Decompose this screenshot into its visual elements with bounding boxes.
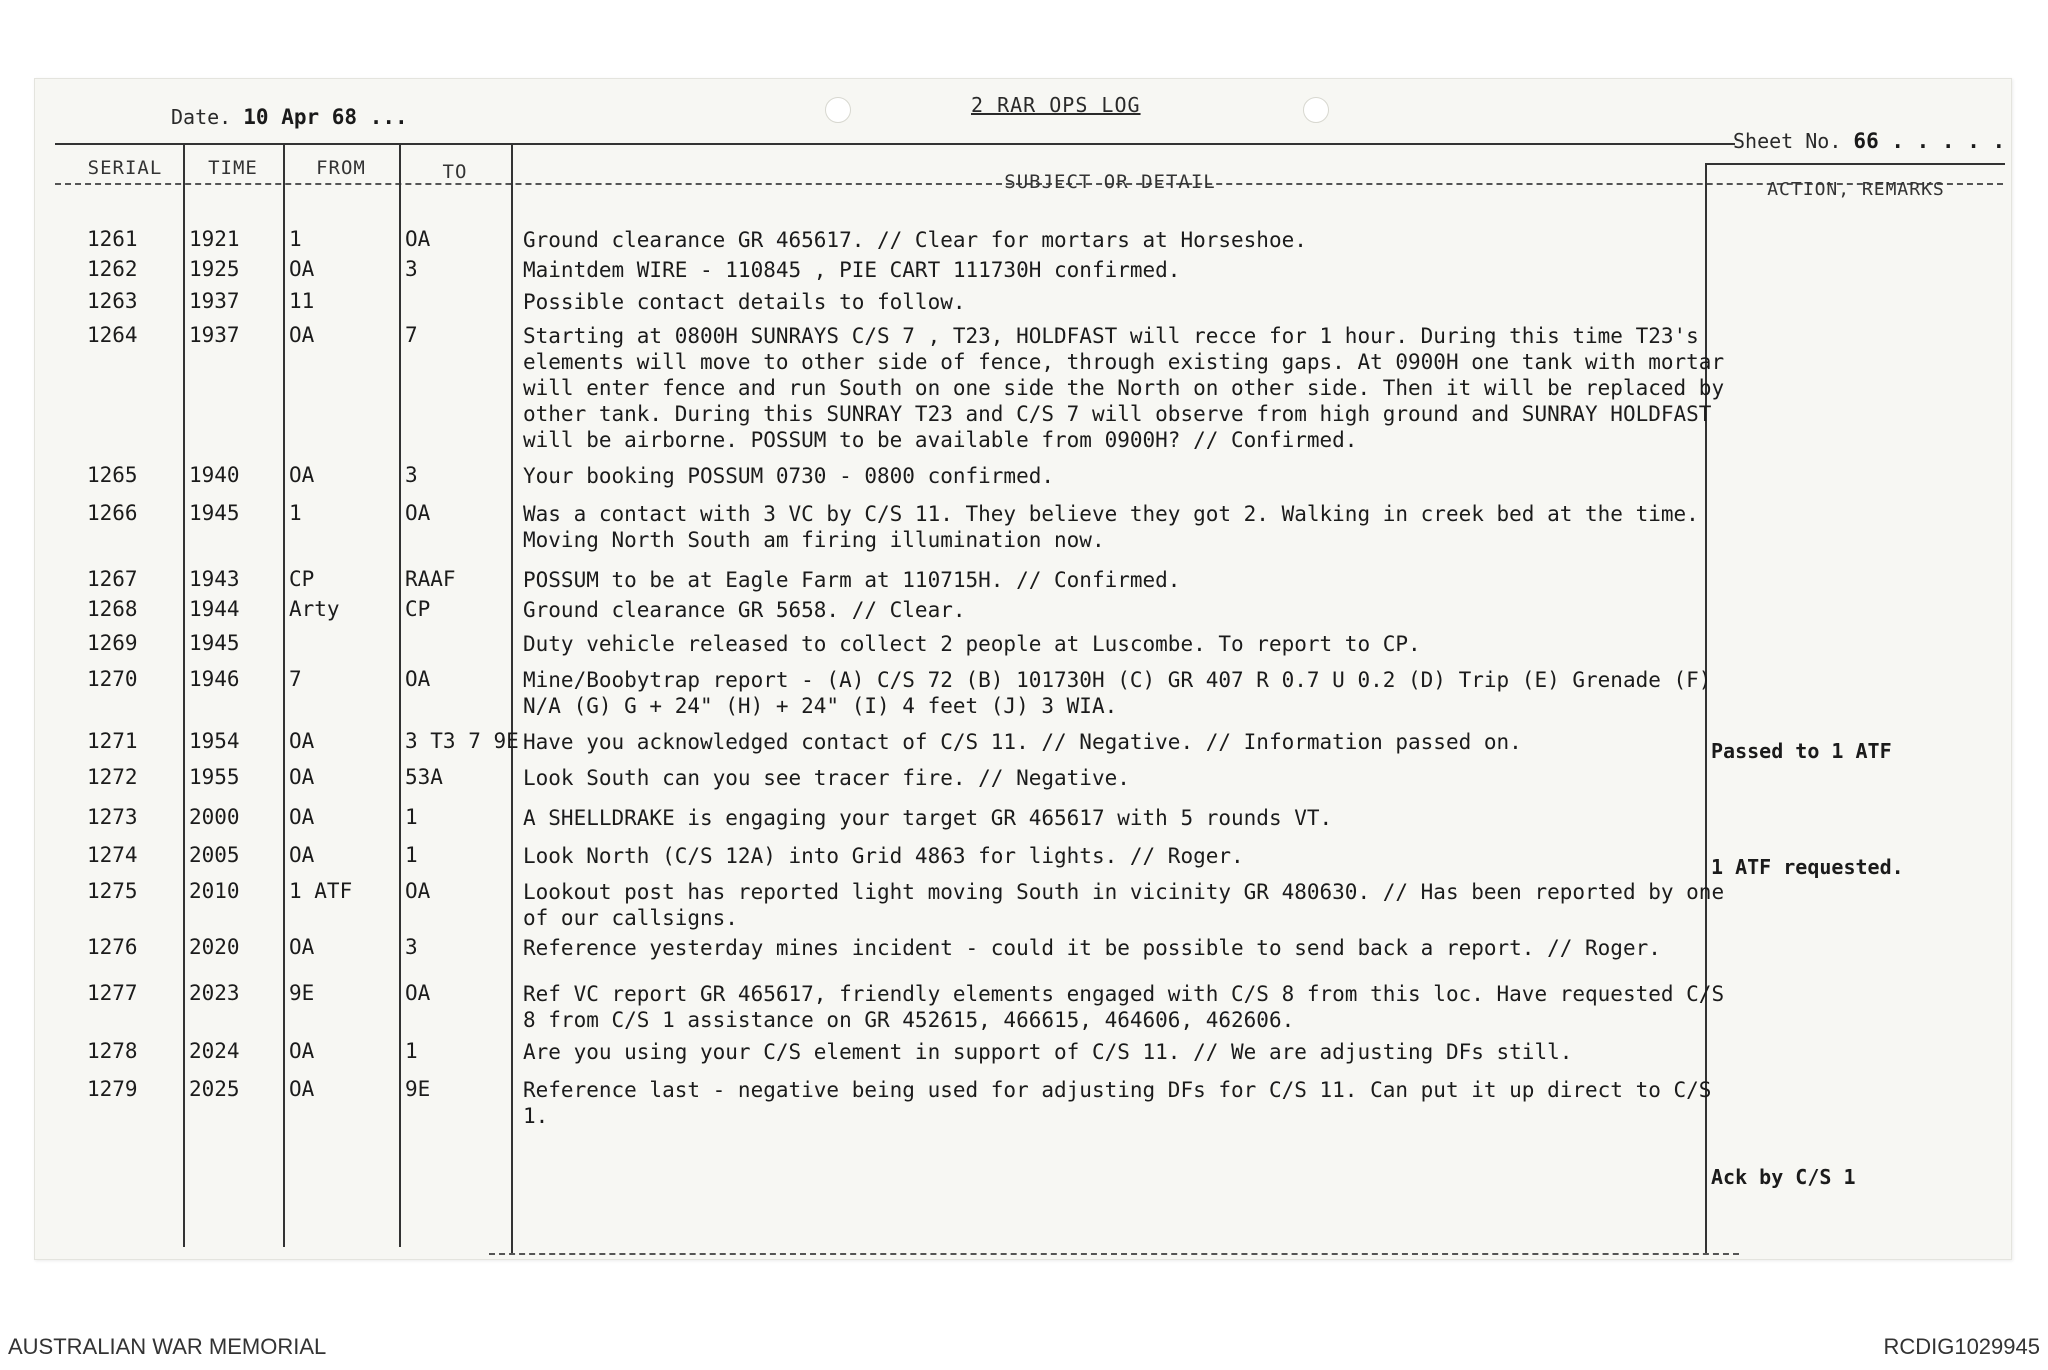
time-cell: 1940 (189, 463, 240, 487)
from-cell: CP (289, 567, 315, 591)
serial-cell: 1261 (87, 227, 138, 251)
column-header-time: TIME (208, 157, 258, 179)
serial-cell: 1263 (87, 289, 138, 313)
date-line (171, 105, 408, 129)
sheet-number-line (1733, 129, 2005, 153)
from-cell: 1 (289, 227, 302, 251)
serial-cell: 1277 (87, 981, 138, 1005)
serial-cell: 1267 (87, 567, 138, 591)
from-cell: OA (289, 765, 315, 789)
to-cell: OA (405, 227, 431, 251)
remark-ack-by-cs1: Ack by C/S 1 (1711, 1165, 1856, 1189)
table-bottom-rule (489, 1253, 1739, 1255)
detail-cell: Possible contact details to follow. (523, 290, 966, 314)
to-cell: 3 (405, 463, 418, 487)
serial-cell: 1275 (87, 879, 138, 903)
from-cell: 7 (289, 667, 302, 691)
time-cell: 2024 (189, 1039, 240, 1063)
from-cell: 1 ATF (289, 879, 353, 903)
from-cell: Arty (289, 597, 340, 621)
serial-cell: 1271 (87, 729, 138, 753)
serial-cell: 1266 (87, 501, 138, 525)
column-header-from: FROM (316, 157, 366, 179)
column-header-remarks: ACTION, REMARKS (1767, 179, 1945, 200)
time-cell: 1937 (189, 289, 240, 313)
to-cell: 3 T3 7 9E (405, 729, 519, 753)
header-rule-top (55, 143, 1735, 145)
detail-cell: Ref VC report GR 465617, friendly elements engaged with C/S 8 from this loc. Have requested C/S 8 from C/S 1 assistance on GR 452615, 466615, 464606, 462606. (523, 982, 1725, 1032)
to-cell: RAAF (405, 567, 456, 591)
time-cell: 2000 (189, 805, 240, 829)
detail-cell: Look North (C/S 12A) into Grid 4863 for lights. // Roger. (523, 844, 1244, 868)
date-value: 10 Apr 68 ... (243, 105, 408, 129)
from-cell: OA (289, 1077, 315, 1101)
detail-cell: Reference yesterday mines incident - could it be possible to send back a report. // Roger. (523, 936, 1661, 960)
remark-1atf-requested: 1 ATF requested. (1711, 855, 1904, 879)
serial-cell: 1273 (87, 805, 138, 829)
log-sheet (34, 78, 2012, 1260)
column-divider-3 (399, 143, 401, 1247)
from-cell: OA (289, 257, 315, 281)
detail-cell: Reference last - negative being used for adjusting DFs for C/S 11. Can put it up direct to C/S 1. (523, 1078, 1712, 1128)
detail-cell: Was a contact with 3 VC by C/S 11. They believe they got 2. Walking in creek bed at the time. Moving North South am firing illumination now. (523, 502, 1699, 552)
time-cell: 2025 (189, 1077, 240, 1101)
detail-cell: Your booking POSSUM 0730 - 0800 confirmed. (523, 464, 1055, 488)
to-cell: OA (405, 879, 431, 903)
detail-cell: Mine/Boobytrap report - (A) C/S 72 (B) 101730H (C) GR 407 R 0.7 U 0.2 (D) Trip (E) Grenade (F) N/A (G) G + 24" (H) + 24" (I) 4 feet (J) 3 WIA. (523, 668, 1712, 718)
to-cell: 53A (405, 765, 443, 789)
detail-cell: Are you using your C/S element in support of C/S 11. // We are adjusting DFs still. (523, 1040, 1573, 1064)
serial-cell: 1270 (87, 667, 138, 691)
sheet-label: Sheet No. (1733, 129, 1842, 153)
detail-cell: Have you acknowledged contact of C/S 11. // Negative. // Information passed on. (523, 730, 1522, 754)
from-cell: OA (289, 805, 315, 829)
to-cell: OA (405, 981, 431, 1005)
serial-cell: 1264 (87, 323, 138, 347)
time-cell: 2010 (189, 879, 240, 903)
from-cell: OA (289, 935, 315, 959)
from-cell: OA (289, 729, 315, 753)
to-cell: OA (405, 667, 431, 691)
time-cell: 1944 (189, 597, 240, 621)
serial-cell: 1262 (87, 257, 138, 281)
serial-cell: 1276 (87, 935, 138, 959)
to-cell: 3 (405, 257, 418, 281)
to-cell: 1 (405, 805, 418, 829)
detail-cell: Look South can you see tracer fire. // Negative. (523, 766, 1130, 790)
column-header-to: TO (442, 161, 468, 183)
time-cell: 1945 (189, 631, 240, 655)
to-cell: 9E (405, 1077, 431, 1101)
to-cell: 1 (405, 1039, 418, 1063)
serial-cell: 1268 (87, 597, 138, 621)
serial-cell: 1269 (87, 631, 138, 655)
column-header-serial: SERIAL (87, 157, 163, 179)
time-cell: 1946 (189, 667, 240, 691)
from-cell: OA (289, 843, 315, 867)
from-cell: OA (289, 463, 315, 487)
sheet-value: 66 . . . . . (1853, 129, 2006, 153)
detail-cell: A SHELLDRAKE is engaging your target GR 465617 with 5 rounds VT. (523, 806, 1333, 830)
detail-cell: Lookout post has reported light moving South in vicinity GR 480630. // Has been reported by one of our callsigns. (523, 880, 1725, 930)
time-cell: 2005 (189, 843, 240, 867)
column-header-detail: SUBJECT OR DETAIL (1004, 171, 1216, 193)
column-divider-4 (511, 143, 513, 1253)
punch-hole-left (825, 97, 851, 123)
time-cell: 1945 (189, 501, 240, 525)
serial-cell: 1279 (87, 1077, 138, 1101)
punch-hole-right (1303, 97, 1329, 123)
from-cell: 11 (289, 289, 315, 313)
footer-reference: RCDIG1029945 (1883, 1334, 2040, 1359)
to-cell: CP (405, 597, 431, 621)
time-cell: 1925 (189, 257, 240, 281)
detail-cell: Ground clearance GR 5658. // Clear. (523, 598, 966, 622)
remark-passed-to-1atf: Passed to 1 ATF (1711, 739, 1892, 763)
to-cell: 1 (405, 843, 418, 867)
header-rule-top-remarks (1705, 163, 2005, 165)
time-cell: 1943 (189, 567, 240, 591)
time-cell: 2023 (189, 981, 240, 1005)
serial-cell: 1274 (87, 843, 138, 867)
from-cell: OA (289, 323, 315, 347)
detail-cell: Starting at 0800H SUNRAYS C/S 7 , T23, HOLDFAST will recce for 1 hour. During this time T23's elements will move to other side of fence, through existing gaps. At 0900H one tank with mortar will enter fence and run South on one side the North on other side. Then it will be replaced by other tank. During this SUNRAY T23 and C/S 7 will observe from high ground and SUNRAY HOLDFAST will be airborne. POSSUM to be available from 0900H? // Confirmed. (523, 324, 1725, 452)
serial-cell: 1278 (87, 1039, 138, 1063)
serial-cell: 1272 (87, 765, 138, 789)
time-cell: 2020 (189, 935, 240, 959)
time-cell: 1921 (189, 227, 240, 251)
detail-cell: POSSUM to be at Eagle Farm at 110715H. // Confirmed. (523, 568, 1181, 592)
column-divider-1 (183, 143, 185, 1247)
to-cell: 7 (405, 323, 418, 347)
detail-cell: Ground clearance GR 465617. // Clear for mortars at Horseshoe. (523, 228, 1307, 252)
from-cell: 1 (289, 501, 302, 525)
detail-cell: Maintdem WIRE - 110845 , PIE CART 111730H confirmed. (523, 258, 1181, 282)
time-cell: 1937 (189, 323, 240, 347)
time-cell: 1955 (189, 765, 240, 789)
from-cell: OA (289, 1039, 315, 1063)
time-cell: 1954 (189, 729, 240, 753)
to-cell: 3 (405, 935, 418, 959)
serial-cell: 1265 (87, 463, 138, 487)
from-cell: 9E (289, 981, 315, 1005)
to-cell: OA (405, 501, 431, 525)
date-label: Date. (171, 105, 232, 129)
footer-source: AUSTRALIAN WAR MEMORIAL (8, 1334, 327, 1359)
detail-cell: Duty vehicle released to collect 2 people at Luscombe. To report to CP. (523, 632, 1421, 656)
document-title: 2 RAR OPS LOG (971, 93, 1141, 117)
